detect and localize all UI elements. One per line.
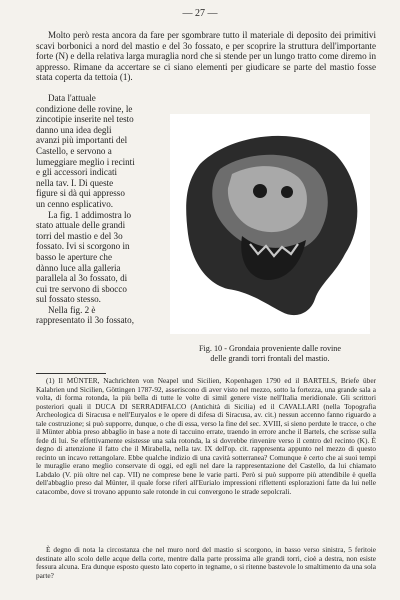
gargoyle-illustration bbox=[170, 114, 370, 334]
figure-caption bbox=[150, 344, 390, 363]
footnote-1: (1) Il MÜNTER, Nachrichten von Neapel und Sicilien, Kopenhagen 1790 ed il BARTELS, Briefe über Kalabrien und Sicilien, Göttingen 1787-92, asseriscono di aver visto nel mezzo, sotto la fortezza, una grande sala a volta, di forma rotonda, la più bella di tutte le volte di simil genere viste nell'Italia meridionale. Gli scrittori posteriori quali il DUCA DI SERRADIFALCO (Antichità di Sicilia) ed il CAVALLARI (nella Topografia Archeologica di Siracusa e nell'Euryalos e le opere di difesa di Siracusa, av. cit.) nessun accenno fanno riguardo a tale costruzione; si può supporre, dunque, o che di essa, verso la fine del sec. XVIII, si sieno perdute le tracce, o che il Münter abbia preso abbaglio in base a note di taccuino errate, traendo in errore anche il Bartels, che scrisse sulla fede di lui. Se effettivamente esistesse una sala rotonda, la si dovrebbe rinvenire verso il centro del recinto (K). È degno di attenzione il fatto che il Mirabella, nella tav. IX dell'op. cit. rappresenta appunto nel mezzo di questo recinto un incavo rettangolare. Ebbe qualche indizio di una cavità sotterranea? Comunque è certo che ai suoi tempi le muraglie erano meglio conservate di oggi, ed egli nel dare la rappresentazione del Castello, da lui chiamato Labdalo (V. più oltre nel cap. VII) ne comprese bene le varie parti. Però si può supporre più attendibile è quella dell'abbaglio preso dal Münter, il quale forse riferì all'Eurialo impressioni riflettenti esplorazioni fatte da lui nelle catacombe, dove si trovano appunto sale rotonde in cui convergono le strade sepolcrali. bbox=[36, 376, 376, 496]
intro-paragraph: Molto però resta ancora da fare per sgombrare tutto il materiale di deposito dei primitivi scavi borbonici a nord del mastio e del 3o fossato, e per scoprire la struttura dell'importante forte (N) e della relativa larga muraglia nord che si stende per un lungo tratto come diremo in appresso. Rimane da accertare se ci siano elementi per giudicare se parte del mastio fosse stata coperta da tettoia (1). bbox=[36, 30, 376, 83]
footnote-rule bbox=[36, 373, 106, 374]
side-paragraph-3: Nella fig. 2 è rappresentato il 3o fossato, bbox=[36, 304, 134, 326]
side-paragraph-1: Data l'attuale condizione delle rovine, le zincotipie inserite nel testo danno una idea degli avanzi più importanti del Castello, e servono a lumeggiare meglio i recinti e gli accessori indicati nella tav. I. Di queste figure si dà qui appresso un cenno esplicativo. bbox=[36, 93, 135, 209]
side-column bbox=[36, 93, 136, 326]
footnote-2: È degno di nota la circostanza che nel muro nord del mastio si scorgono, in basso verso sinistra, 5 feritoie destinate allo scolo delle acque della corte, mentre dalla parte prossima alle grandi torri, cioè a destra, non esiste fessura alcuna. Era dunque esposto questo lato coperto in tegname, o si ritenne bastevole lo smaltimento da una sola parte? bbox=[36, 545, 376, 580]
page-number: — 27 — bbox=[182, 8, 218, 19]
caption-line-1: Fig. 10 - Grondaia proveniente dalle rovine bbox=[198, 344, 342, 353]
side-paragraph-2: La fig. 1 addimostra lo stato attuale delle grandi torri del mastio e del 3o fossato. Ivi si scorgono in basso le aperture che dànno luce alla galleria parallela al 3o fossato, di cui tre servono di sbocco sul fossato stesso. bbox=[36, 209, 132, 305]
figure-10-photo bbox=[170, 114, 370, 334]
caption-line-2: delle grandi torri frontali del mastio. bbox=[210, 353, 330, 363]
